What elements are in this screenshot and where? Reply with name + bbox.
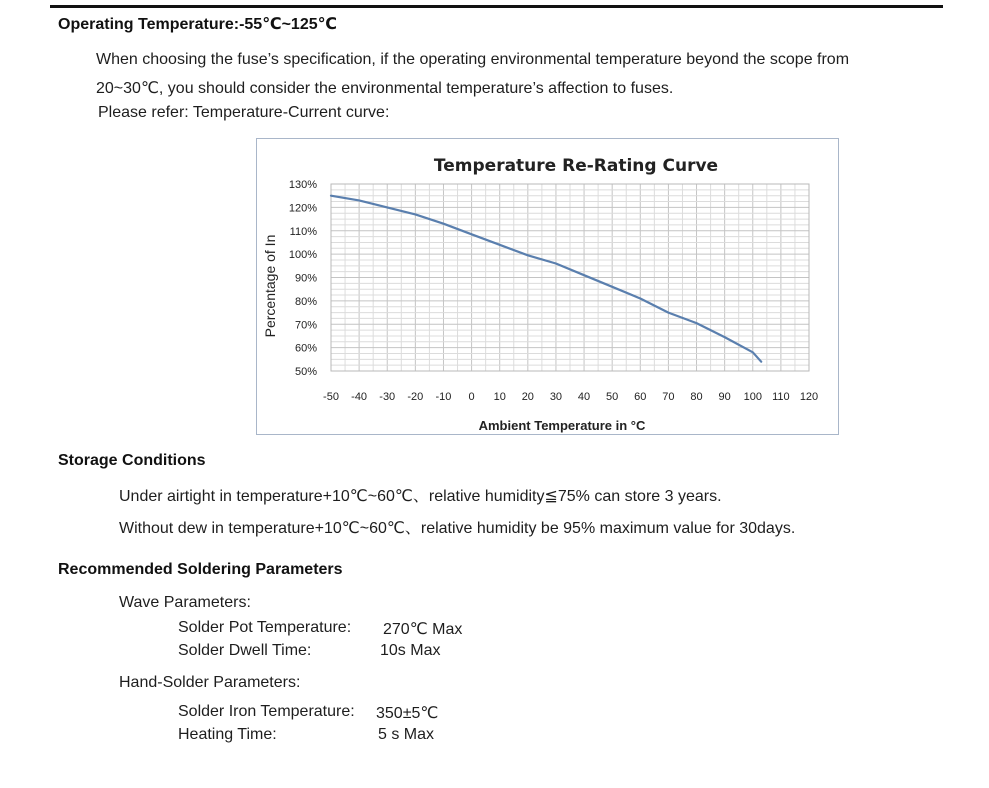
solder-dwell-time-value: 10s Max <box>380 642 441 659</box>
y-tick-label: 80% <box>294 295 317 308</box>
x-tick-label: 30 <box>549 391 563 403</box>
storage-line-2: Without dew in temperature+10℃~60℃、relative humidity be 95% maximum value for 30days. <box>119 520 796 537</box>
x-tick-label: 20 <box>521 391 534 403</box>
y-tick-label: 100% <box>288 249 317 262</box>
temperature-rerating-chart <box>256 138 839 435</box>
y-tick-label: 120% <box>288 202 317 215</box>
solder-iron-temperature-value: 350±5℃ <box>376 705 439 722</box>
solder-iron-temperature-label: Solder Iron Temperature: <box>178 703 355 720</box>
x-tick-label: 70 <box>662 391 675 403</box>
wave-parameters-label: Wave Parameters: <box>119 594 251 611</box>
soldering-parameters-heading: Recommended Soldering Parameters <box>58 561 343 578</box>
operating-temperature-heading: Operating Temperature:-55℃~125℃ <box>58 16 337 33</box>
y-axis-label: Percentage of In <box>262 234 278 338</box>
x-tick-label: 110 <box>772 391 790 403</box>
solder-pot-temperature-label: Solder Pot Temperature: <box>178 619 352 636</box>
x-tick-label: -10 <box>435 391 452 403</box>
chart-svg <box>257 139 840 436</box>
heating-time-value: 5 s Max <box>378 726 435 743</box>
x-tick-label: 90 <box>718 391 731 403</box>
x-tick-label: 120 <box>799 391 819 403</box>
x-tick-label: -30 <box>379 391 396 403</box>
y-tick-label: 90% <box>294 272 317 285</box>
x-tick-label: -50 <box>323 391 339 403</box>
x-tick-label: 40 <box>577 391 591 403</box>
chart-title: Temperature Re-Rating Curve <box>433 156 719 176</box>
x-tick-labels <box>323 391 818 403</box>
y-tick-label: 50% <box>294 366 317 378</box>
x-tick-label: 100 <box>743 391 762 403</box>
y-tick-label: 70% <box>294 319 317 332</box>
top-rule <box>50 5 943 8</box>
storage-conditions-heading: Storage Conditions <box>58 452 206 469</box>
x-tick-label: 50 <box>606 391 619 403</box>
y-tick-label: 130% <box>288 179 317 191</box>
x-axis-label: Ambient Temperature in °C <box>478 418 646 433</box>
refer-curve-text: Please refer: Temperature-Current curve: <box>98 104 390 121</box>
x-tick-label: 10 <box>493 391 506 403</box>
x-tick-label: -40 <box>351 391 368 403</box>
y-tick-label: 60% <box>294 342 317 355</box>
x-tick-label: 0 <box>468 391 475 403</box>
y-tick-labels <box>289 179 317 378</box>
hand-solder-parameters-label: Hand-Solder Parameters: <box>119 674 301 691</box>
x-tick-label: 80 <box>690 391 703 403</box>
solder-pot-temperature-value: 270℃ Max <box>383 621 463 638</box>
operating-paragraph-line-2: 20~30℃, you should consider the environmental temperature’s affection to fuses. <box>96 80 674 97</box>
x-tick-label: 60 <box>634 391 647 403</box>
heating-time-label: Heating Time: <box>178 726 277 743</box>
storage-line-1: Under airtight in temperature+10℃~60℃、relative humidity≦75% can store 3 years. <box>119 488 722 505</box>
y-tick-label: 110% <box>289 225 317 238</box>
x-tick-label: -20 <box>407 391 424 403</box>
solder-dwell-time-label: Solder Dwell Time: <box>178 642 312 659</box>
operating-paragraph-line-1: When choosing the fuse’s specification, if the operating environmental temperature beyond the scope from <box>96 51 850 68</box>
